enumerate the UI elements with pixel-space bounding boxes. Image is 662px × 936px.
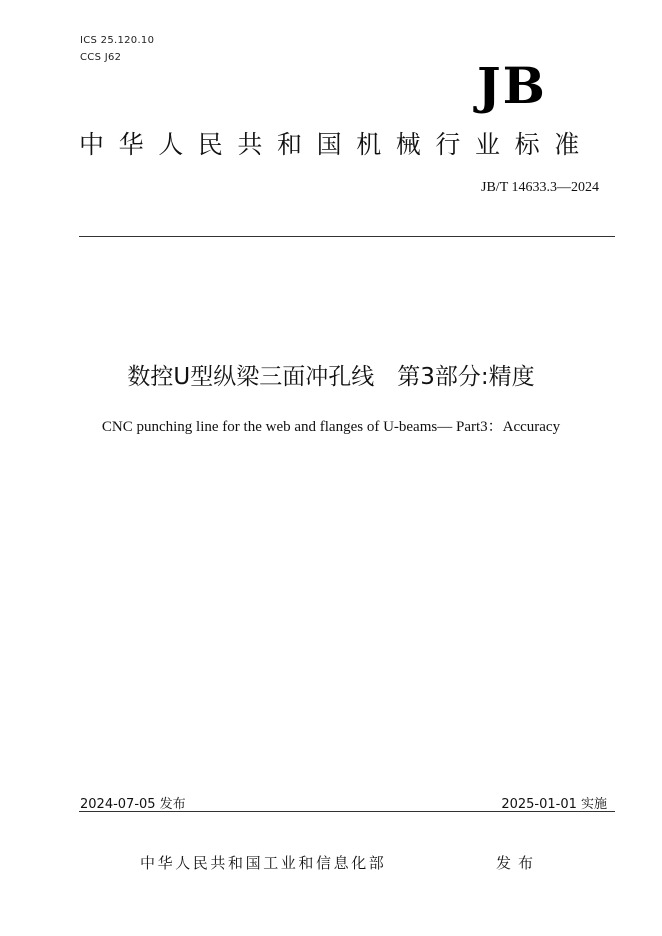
publish-date: 2024-07-05 发布 xyxy=(80,797,186,812)
standard-number: JB/T 14633.3—2024 xyxy=(481,180,599,195)
industry-standard-heading: 中华人民共和国机械行业标准 xyxy=(79,130,594,159)
implementation-date: 2025-01-01 实施 xyxy=(501,797,607,812)
document-title-english: CNC punching line for the web and flanges of U-beams— Part3：Accuracy xyxy=(101,419,561,435)
jb-logo: JB xyxy=(477,56,547,115)
footer-divider xyxy=(79,811,615,812)
issue-label: 发布 xyxy=(496,854,541,872)
ics-code: ICS 25.120.10 xyxy=(80,35,155,46)
header-divider xyxy=(79,236,615,237)
document-title-chinese: 数控U型纵梁三面冲孔线 第3部分:精度 xyxy=(127,364,535,390)
issuing-authority: 中华人民共和国工业和信息化部 xyxy=(140,854,387,872)
ccs-code: CCS J62 xyxy=(80,52,122,63)
